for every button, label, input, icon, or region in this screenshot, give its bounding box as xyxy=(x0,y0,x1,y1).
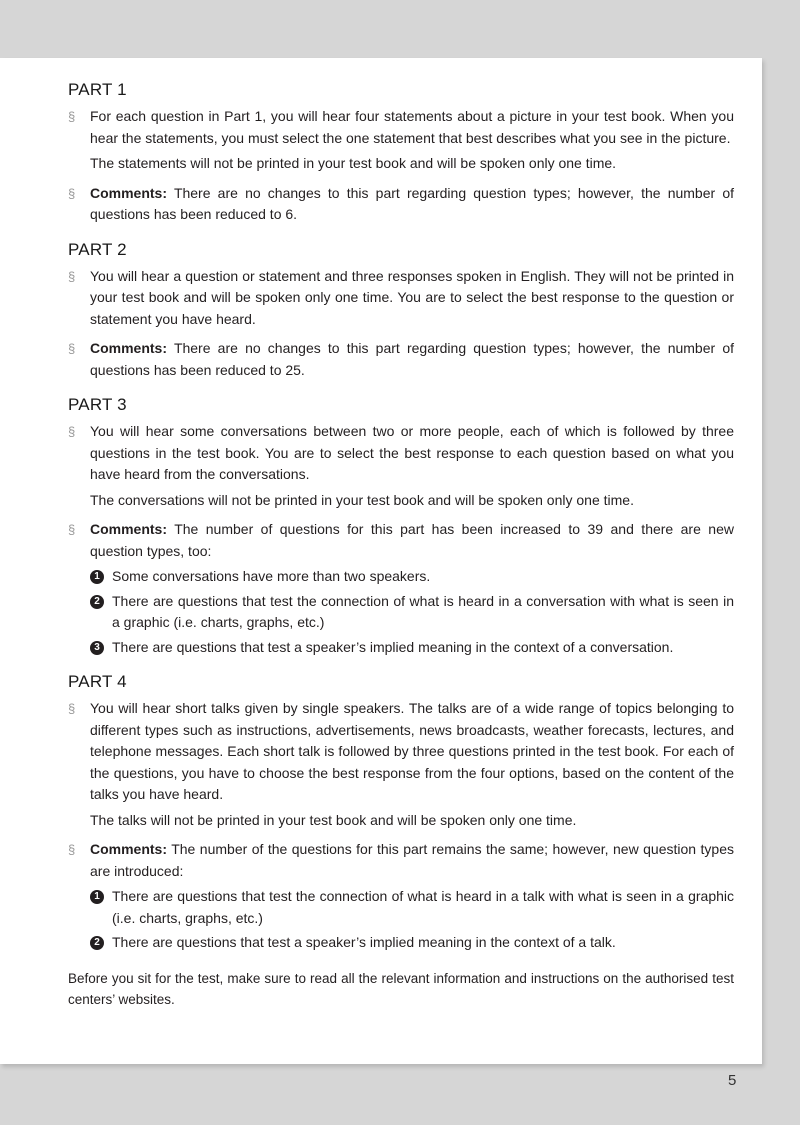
description-item xyxy=(68,698,734,831)
paragraph: You will hear short talks given by single speakers. The talks are of a wide range of topics belonging to different types such as instructions, advertisements, news broadcasts, weather forecasts, lectures, and telephone messages. Each short talk is followed by three questions printed in the test book. For each of the questions, you have to choose the best response from the four options, based on the content of the talks you have heard. xyxy=(90,700,734,802)
part-heading: PART 3 xyxy=(68,395,127,414)
comment-text: There are no changes to this part regarding question types; however, the number of questions has been reduced to 6. xyxy=(90,184,734,222)
comment-label: Comments: xyxy=(90,841,168,857)
comment-text: The number of questions for this part has been increased to 39 and there are new question types, too: xyxy=(90,521,734,559)
section-bullet-icon: § xyxy=(68,424,76,439)
comment-paragraph xyxy=(90,839,734,882)
part-section xyxy=(68,672,734,954)
number-circle-icon: 2 xyxy=(90,595,104,609)
part-section xyxy=(68,395,734,658)
paragraph: For each question in Part 1, you will hear four statements about a picture in your test book. When you hear the statements, you must select the one statement that best describes what you see in the picture. xyxy=(90,108,734,146)
section-bullet-icon: § xyxy=(68,185,76,201)
list-item-text: There are questions that test a speaker’s implied meaning in the context of a talk. xyxy=(112,934,616,950)
comment-paragraph xyxy=(90,183,734,226)
description-item xyxy=(68,266,734,331)
number-circle-icon: 1 xyxy=(90,570,104,584)
document-page xyxy=(0,58,762,1064)
comment-item xyxy=(68,338,734,381)
numbered-list xyxy=(90,886,734,954)
list-item-text: There are questions that test a speaker’s implied meaning in the context of a conversation. xyxy=(112,638,674,655)
paragraph: You will hear a question or statement and three responses spoken in English. They will not be printed in your test book and will be spoken only one time. You are to select the best response to the question or statement you have heard. xyxy=(90,267,734,327)
list-item-text: There are questions that test the connection of what is heard in a conversation with what is seen in a graphic (i.e. charts, graphs, etc.) xyxy=(112,592,734,630)
part-heading: PART 1 xyxy=(68,80,127,99)
closing-note: Before you sit for the test, make sure to read all the relevant information and instructions on the authorised test centers’ websites. xyxy=(68,970,734,1007)
comment-item xyxy=(68,519,734,658)
numbered-list-item xyxy=(90,591,734,634)
numbered-list-item xyxy=(90,566,734,588)
number-circle-icon: 2 xyxy=(90,936,104,950)
paragraph: You will hear some conversations between two or more people, each of which is followed by three questions in the test book. You are to select the best response to each question based on what you have heard from the conversations. xyxy=(90,423,734,482)
section-bullet-icon: § xyxy=(68,341,76,356)
section-bullet-icon: § xyxy=(68,522,76,537)
numbered-list xyxy=(90,566,734,658)
list-item-text: There are questions that test the connection of what is heard in a talk with what is seen in a graphic (i.e. charts, graphs, etc.) xyxy=(112,888,734,926)
page-number: 5 xyxy=(728,1072,737,1089)
comment-text: There are no changes to this part regarding question types; however, the number of questions has been reduced to 25. xyxy=(90,340,734,378)
comment-label: Comments: xyxy=(90,184,168,201)
description-item xyxy=(68,106,734,175)
description-item xyxy=(68,421,734,511)
part-heading: PART 2 xyxy=(68,239,127,259)
paragraph: The talks will not be printed in your test book and will be spoken only one time. xyxy=(90,811,577,828)
comment-text: The number of the questions for this part remains the same; however, new question types are introduced: xyxy=(90,841,734,879)
part-section xyxy=(68,240,734,382)
comment-paragraph xyxy=(90,338,734,381)
part-heading: PART 4 xyxy=(68,672,127,691)
section-bullet-icon: § xyxy=(68,109,76,124)
numbered-list-item xyxy=(90,637,734,659)
comment-paragraph xyxy=(90,519,734,562)
section-bullet-icon: § xyxy=(68,701,76,716)
section-bullet-icon: § xyxy=(68,842,76,857)
paragraph: The statements will not be printed in your test book and will be spoken only one time. xyxy=(90,155,617,171)
comment-item xyxy=(68,839,734,954)
comment-label: Comments: xyxy=(90,340,168,356)
page-content xyxy=(68,80,734,1010)
paragraph: The conversations will not be printed in your test book and will be spoken only one time. xyxy=(90,491,634,508)
number-circle-icon: 1 xyxy=(90,890,104,904)
comment-item xyxy=(68,183,734,226)
number-circle-icon: 3 xyxy=(90,641,104,655)
numbered-list-item xyxy=(90,932,734,954)
section-bullet-icon: § xyxy=(68,268,76,284)
list-item-text: Some conversations have more than two speakers. xyxy=(112,568,431,584)
comment-label: Comments: xyxy=(90,521,168,537)
part-section xyxy=(68,80,734,226)
numbered-list-item xyxy=(90,886,734,929)
